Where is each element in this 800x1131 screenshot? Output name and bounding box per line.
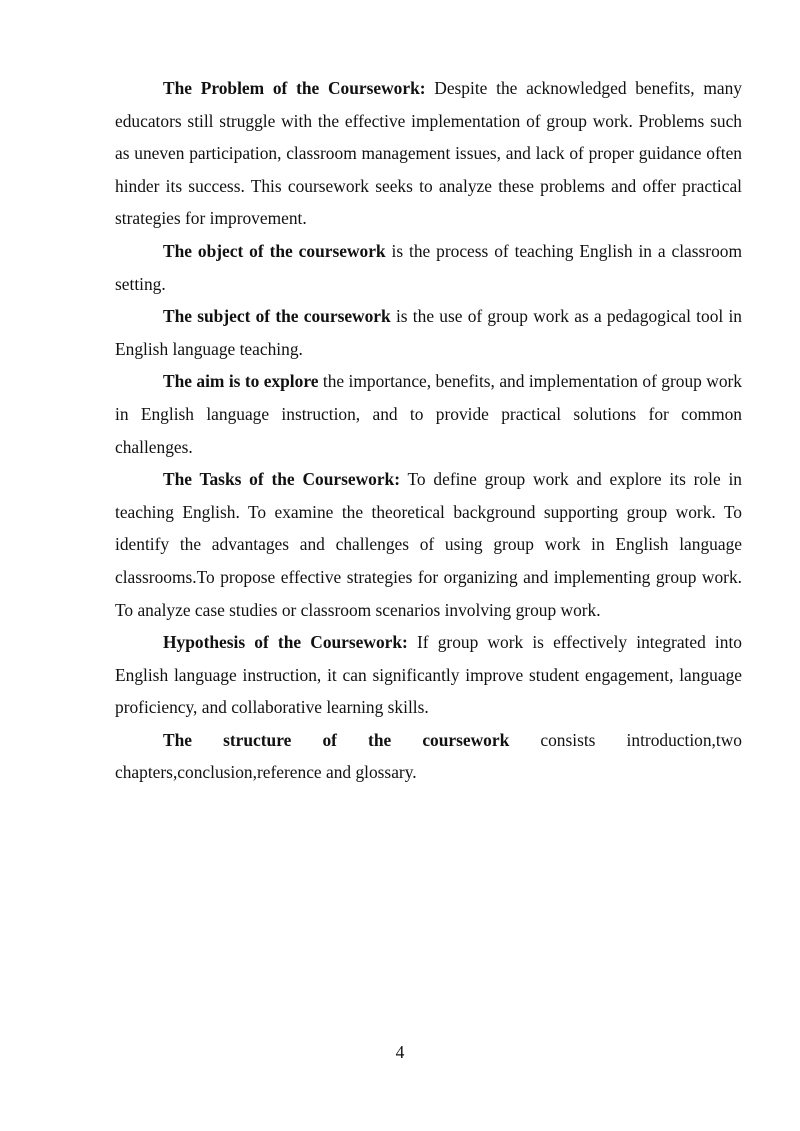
paragraph-heading: The structure of the coursework xyxy=(163,729,510,750)
paragraph-text: consists introduction,two chapters,conclusion,reference and glossary. xyxy=(115,729,742,783)
paragraph-text: is the use of group work as a pedagogical tool in English language teaching. xyxy=(115,306,742,359)
paragraph-structure xyxy=(115,724,742,789)
page-number: 4 xyxy=(395,1042,405,1062)
paragraph-heading: The aim is to explore xyxy=(163,371,319,392)
paragraph-heading: The Problem of the Coursework: xyxy=(163,78,426,98)
paragraph-heading: The Tasks of the Coursework: xyxy=(163,469,401,490)
paragraph-hypothesis xyxy=(115,626,742,724)
paragraph-aim xyxy=(115,365,742,463)
document-body xyxy=(115,72,742,789)
paragraph-tasks xyxy=(115,463,742,626)
paragraph-text: If group work is effectively integrated into English language instruction, it can significantly improve student engagement, language proficiency, and collaborative learning skills. xyxy=(115,632,742,718)
paragraph-heading: The subject of the coursework xyxy=(163,306,391,327)
paragraph-problem xyxy=(115,72,742,235)
paragraph-heading: The object of the coursework xyxy=(163,240,386,261)
paragraph-object xyxy=(115,235,742,300)
paragraph-subject xyxy=(115,300,742,365)
paragraph-text: is the process of teaching English in a classroom setting. xyxy=(115,240,743,294)
paragraph-text: the importance, benefits, and implementation of group work in English language instruction, and to provide practical solutions for common challenges. xyxy=(115,371,743,457)
paragraph-text: To define group work and explore its role in teaching English. To examine the theoretical background supporting group work. To identify the advantages and challenges of using group work in English language classrooms.To propose effective strategies for organizing and implementing group work. To analyze case studies or classroom scenarios involving group work. xyxy=(115,469,742,620)
paragraph-heading: Hypothesis of the Coursework: xyxy=(163,632,408,653)
paragraph-text: Despite the acknowledged benefits, many educators still struggle with the effective implementation of group work. Problems such as uneven participation, classroom management issues, and lack of proper guidance often hinder its success. This coursework seeks to analyze these problems and offer practical strategies for improvement. xyxy=(115,78,742,229)
